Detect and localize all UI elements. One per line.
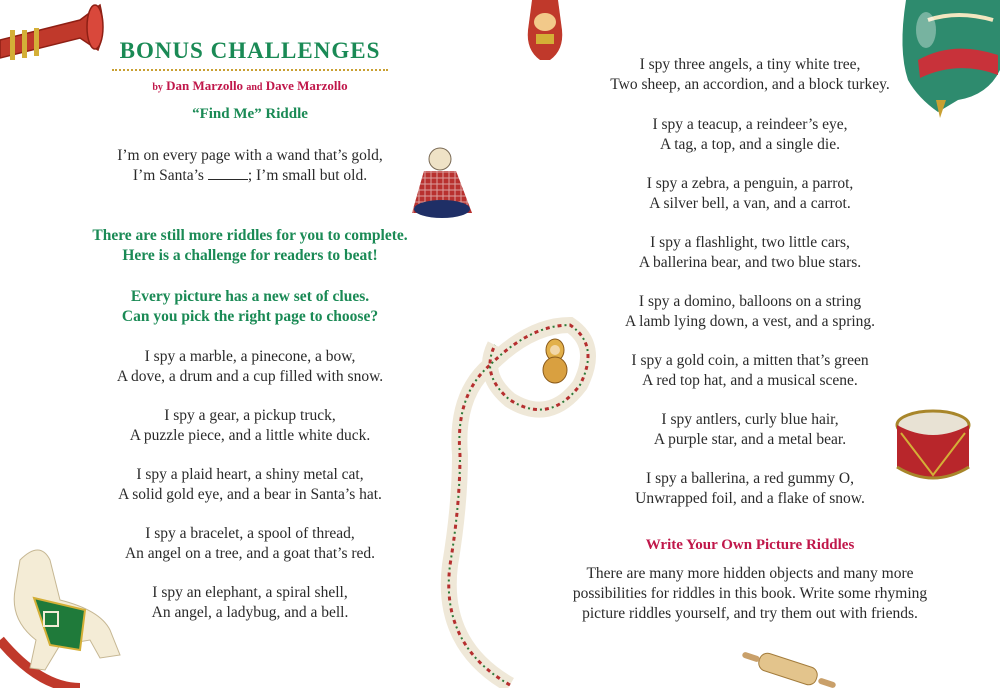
find-me-line-2-post: ; I’m small but old. [247, 167, 368, 184]
riddle-line: I spy an elephant, a spiral shell, [152, 584, 348, 601]
write-own-line-1: There are many more hidden objects and many more [586, 565, 914, 582]
riddle-left-3 [40, 465, 460, 505]
riddle-right-4 [545, 233, 955, 273]
title-divider [112, 69, 388, 71]
riddle-right-1 [545, 55, 955, 95]
riddle-line: A puzzle piece, and a little white duck. [129, 427, 371, 444]
riddle-line: A purple star, and a metal bear. [653, 431, 847, 448]
answer-blank [208, 167, 248, 180]
challenge-p2-line-2: Can you pick the right page to choose? [121, 308, 379, 325]
riddle-line: A silver bell, a van, and a carrot. [649, 195, 851, 212]
riddle-line: An angel on a tree, and a goat that’s red. [124, 545, 376, 562]
riddle-line: I spy a bracelet, a spool of thread, [145, 525, 355, 542]
riddle-line: Two sheep, an accordion, and a block turkey. [610, 76, 890, 93]
riddle-right-8 [545, 469, 955, 509]
author-1: Dan Marzollo [166, 78, 244, 93]
rolling-pin-icon [740, 650, 840, 688]
riddle-right-6 [545, 351, 955, 391]
riddle-line: I spy three angels, a tiny white tree, [639, 56, 861, 73]
find-me-line-2 [40, 166, 460, 186]
riddle-line: I spy a ballerina, a red gummy O, [646, 470, 854, 487]
riddle-left-5 [40, 583, 460, 623]
challenge-p1-line-1: There are still more riddles for you to complete. [92, 227, 408, 244]
write-own-line-2: possibilities for riddles in this book. Write some rhyming [572, 585, 928, 602]
challenge-p2-line-1: Every picture has a new set of clues. [130, 288, 370, 305]
riddle-line: I spy a gear, a pickup truck, [164, 407, 336, 424]
riddle-line: I spy a marble, a pinecone, a bow, [144, 348, 356, 365]
riddle-left-1 [40, 347, 460, 387]
riddle-line: A ballerina bear, and two blue stars. [638, 254, 862, 271]
riddle-left-2 [40, 406, 460, 446]
riddle-line: A lamb lying down, a vest, and a spring. [624, 313, 876, 330]
byline-prefix: by [152, 82, 163, 93]
page-title: BONUS CHALLENGES [119, 38, 381, 63]
riddle-line: A dove, a drum and a cup filled with snow. [116, 368, 384, 385]
byline-and: and [246, 82, 263, 93]
riddle-line: I spy antlers, curly blue hair, [661, 411, 839, 428]
write-own-heading: Write Your Own Picture Riddles [645, 537, 855, 553]
nutcracker-ornament-icon [520, 0, 570, 62]
riddle-right-3 [545, 174, 955, 214]
challenge-paragraph-1 [40, 226, 460, 266]
find-me-verse [40, 146, 460, 186]
riddle-right-5 [545, 292, 955, 332]
challenge-p1-line-2: Here is a challenge for readers to beat! [122, 247, 378, 264]
riddle-left-4 [40, 524, 460, 564]
riddle-line: I spy a zebra, a penguin, a parrot, [646, 175, 854, 192]
write-own-line-3: picture riddles yourself, and try them out with friends. [582, 605, 918, 622]
riddle-line: I spy a domino, balloons on a string [638, 293, 862, 310]
riddle-right-7 [545, 410, 955, 450]
riddle-line: A solid gold eye, and a bear in Santa’s hat. [118, 486, 382, 503]
riddle-line: I spy a teacup, a reindeer’s eye, [652, 116, 848, 133]
riddle-line: A tag, a top, and a single die. [660, 136, 840, 153]
riddle-line: I spy a flashlight, two little cars, [650, 234, 850, 251]
riddle-right-2 [545, 115, 955, 155]
riddle-line: Unwrapped foil, and a flake of snow. [635, 490, 865, 507]
write-own-paragraph [545, 564, 955, 624]
find-me-line-2-pre: I’m Santa’s [132, 167, 204, 184]
riddle-line: I spy a plaid heart, a shiny metal cat, [136, 466, 364, 483]
trumpet-ornament-icon [0, 0, 105, 75]
challenge-paragraph-2 [40, 287, 460, 327]
riddle-line: A red top hat, and a musical scene. [642, 372, 858, 389]
find-me-line-1: I’m on every page with a wand that’s gold, [117, 147, 383, 164]
riddle-line: An angel, a ladybug, and a bell. [151, 604, 349, 621]
byline [112, 78, 388, 94]
author-2: Dave Marzollo [265, 78, 348, 93]
find-me-heading: “Find Me” Riddle [192, 106, 308, 122]
riddle-line: I spy a gold coin, a mitten that’s green [631, 352, 869, 369]
